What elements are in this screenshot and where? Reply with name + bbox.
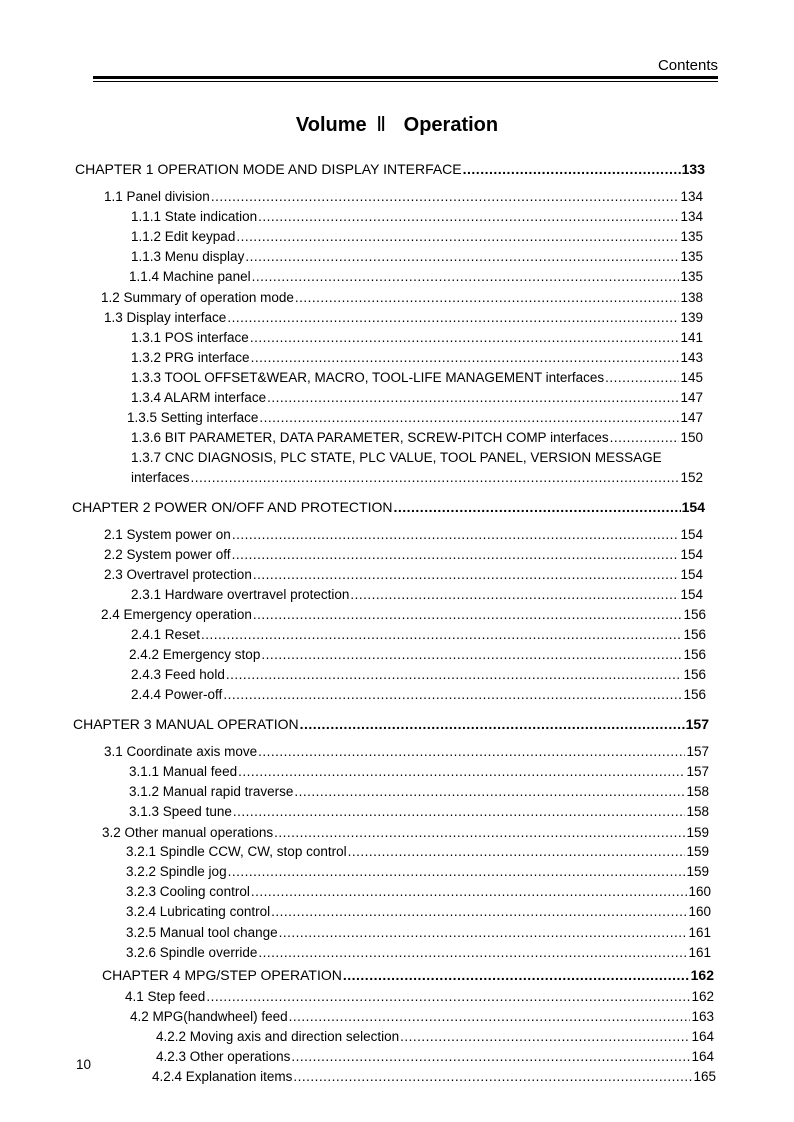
- volume-word: Volume: [295, 114, 367, 136]
- toc-entry-page: 150: [680, 430, 703, 445]
- toc-entry[interactable]: [131, 228, 703, 246]
- toc-leader: [250, 329, 680, 347]
- toc-entry-page: 157: [686, 744, 709, 759]
- toc-entry-label: 2.3.1 Hardware overtravel protection: [131, 587, 350, 602]
- toc-entry-page: 161: [688, 945, 711, 960]
- toc-entry-label: 2.4.1 Reset: [131, 627, 201, 642]
- toc-entry[interactable]: [75, 160, 705, 178]
- toc-leader: [295, 289, 680, 307]
- toc-entry[interactable]: [104, 309, 703, 327]
- volume-numeral: Ⅱ: [376, 114, 387, 136]
- toc-entry[interactable]: [102, 966, 714, 984]
- toc-entry-page: 162: [690, 967, 714, 983]
- toc-entry-page: 139: [680, 310, 703, 325]
- toc-entry[interactable]: [130, 1008, 714, 1026]
- toc-entry-label: 1.3.7 CNC DIAGNOSIS, PLC STATE, PLC VALUE, TOOL PANEL, VERSION MESSAGE: [131, 450, 662, 465]
- toc-entry[interactable]: [156, 1028, 714, 1046]
- toc-entry[interactable]: [156, 1048, 714, 1066]
- toc-leader: [274, 824, 685, 842]
- toc-entry-page: 164: [691, 1049, 714, 1064]
- toc-entry[interactable]: [131, 626, 706, 644]
- toc-entry[interactable]: [131, 449, 703, 467]
- toc-entry[interactable]: [104, 546, 703, 564]
- toc-entry[interactable]: [104, 743, 709, 761]
- toc-entry[interactable]: [125, 988, 714, 1006]
- toc-entry-label: 1.3.3 TOOL OFFSET&WEAR, MACRO, TOOL-LIFE MANAGEMENT interfaces: [131, 370, 605, 385]
- toc-entry[interactable]: [127, 409, 703, 427]
- toc-entry-page: 135: [680, 249, 703, 264]
- toc-entry-page: 135: [680, 269, 703, 284]
- toc-entry-label: 4.2.3 Other operations: [156, 1049, 291, 1064]
- toc-leader: [253, 606, 683, 624]
- toc-entry-label: 1.3.5 Setting interface: [127, 410, 259, 425]
- toc-entry-page: 141: [680, 330, 703, 345]
- toc-entry[interactable]: [131, 389, 703, 407]
- page-number: 10: [76, 1057, 92, 1072]
- toc-entry-page: 162: [691, 989, 714, 1004]
- toc-entry-label: 1.3 Display interface: [104, 310, 227, 325]
- toc-entry-page: 160: [688, 884, 711, 899]
- toc-entry-page: 160: [688, 904, 711, 919]
- toc-leader: [232, 546, 680, 564]
- toc-leader: [211, 188, 680, 206]
- toc-entry-label: 2.1 System power on: [104, 527, 231, 542]
- toc-entry-page: 156: [683, 667, 706, 682]
- toc-entry-page: 156: [683, 647, 706, 662]
- toc-leader: [253, 566, 680, 584]
- toc-entry-label: 1.1 Panel division: [104, 189, 210, 204]
- toc-entry[interactable]: [131, 329, 703, 347]
- toc-entry[interactable]: [131, 586, 703, 604]
- toc-entry-label: 3.1.1 Manual feed: [129, 764, 238, 779]
- toc-leader: [238, 763, 685, 781]
- toc-entry[interactable]: [126, 883, 711, 901]
- toc-entry-label: CHAPTER 3 MANUAL OPERATION: [73, 716, 299, 732]
- toc-leader: [343, 966, 690, 984]
- toc-entry-label: 4.2 MPG(handwheel) feed: [130, 1009, 288, 1024]
- toc-entry-page: 134: [680, 209, 703, 224]
- toc-entry-page: 135: [680, 229, 703, 244]
- toc-leader: [236, 228, 679, 246]
- toc-entry-page: 154: [680, 587, 703, 602]
- toc-entry-page: 157: [685, 716, 709, 732]
- toc-entry-label: CHAPTER 4 MPG/STEP OPERATION: [102, 967, 342, 983]
- toc-entry-label: 1.1.3 Menu display: [131, 249, 245, 264]
- toc-leader: [251, 883, 688, 901]
- toc-entry-label: 1.3.4 ALARM interface: [131, 390, 267, 405]
- toc-entry-page: 134: [680, 189, 703, 204]
- toc-entry[interactable]: [101, 289, 703, 307]
- toc-entry-label: 1.1.1 State indication: [131, 209, 258, 224]
- toc-entry-label: 3.2 Other manual operations: [102, 825, 274, 840]
- toc-leader: [300, 715, 685, 733]
- toc-entry-page: 158: [686, 784, 709, 799]
- toc-leader: [294, 783, 685, 801]
- toc-entry-page: 161: [688, 925, 711, 940]
- toc-entry[interactable]: [131, 369, 703, 387]
- toc-entry[interactable]: [129, 763, 709, 781]
- toc-entry-label: 1.1.2 Edit keypad: [131, 229, 236, 244]
- toc-entry-page: 159: [686, 844, 709, 859]
- toc-entry-label: 4.1 Step feed: [125, 989, 206, 1004]
- toc-leader: [245, 248, 679, 266]
- toc-leader: [223, 686, 682, 704]
- toc-entry-label: 3.2.5 Manual tool change: [126, 925, 278, 940]
- toc-entry[interactable]: [73, 715, 709, 733]
- toc-leader: [191, 469, 680, 487]
- toc-entry[interactable]: [129, 783, 709, 801]
- running-header: Contents: [657, 57, 718, 74]
- toc-entry-page: 163: [691, 1009, 714, 1024]
- toc-entry-page: 147: [680, 410, 703, 425]
- toc-entry-label: 1.1.4 Machine panel: [129, 269, 251, 284]
- toc-entry-page: 159: [686, 864, 709, 879]
- toc-leader: [261, 646, 682, 664]
- toc-entry[interactable]: [131, 208, 703, 226]
- toc-entry[interactable]: [102, 824, 709, 842]
- toc-entry[interactable]: [126, 924, 711, 942]
- toc-leader: [258, 743, 685, 761]
- toc-leader: [279, 924, 688, 942]
- toc-entry-label: 3.1.3 Speed tune: [129, 804, 232, 819]
- toc-leader: [291, 1048, 690, 1066]
- toc-entry[interactable]: [104, 526, 703, 544]
- toc-leader: [227, 309, 679, 327]
- toc-entry-page: 154: [680, 567, 703, 582]
- toc-entry-page: 157: [686, 764, 709, 779]
- toc-leader: [206, 988, 690, 1006]
- toc-entry[interactable]: [131, 666, 706, 684]
- toc-leader: [226, 666, 683, 684]
- toc-entry[interactable]: [126, 944, 711, 962]
- toc-leader: [232, 526, 680, 544]
- toc-entry-page: 156: [683, 627, 706, 642]
- toc-entry[interactable]: [104, 188, 703, 206]
- toc-entry-page: 156: [683, 607, 706, 622]
- toc-entry[interactable]: [152, 1068, 716, 1086]
- toc-leader: [293, 1068, 692, 1086]
- toc-leader: [289, 1008, 691, 1026]
- toc-entry-label: 3.2.3 Cooling control: [126, 884, 250, 899]
- toc-leader: [233, 803, 686, 821]
- toc-entry-label: 3.2.2 Spindle jog: [126, 864, 227, 879]
- toc-entry[interactable]: [131, 248, 703, 266]
- toc-entry-page: 147: [680, 390, 703, 405]
- toc-entry[interactable]: [131, 429, 703, 447]
- toc-entry-label: 1.3.2 PRG interface: [131, 350, 250, 365]
- toc-entry-label: 1.2 Summary of operation mode: [101, 290, 294, 305]
- toc-entry-label: 3.2.1 Spindle CCW, CW, stop control: [126, 844, 347, 859]
- toc-leader: [267, 389, 679, 407]
- toc-entry[interactable]: [131, 686, 706, 704]
- toc-entry[interactable]: [129, 268, 703, 286]
- toc-entry[interactable]: [129, 803, 709, 821]
- toc-leader: [393, 498, 680, 516]
- toc-leader: [258, 208, 679, 226]
- toc-entry-page: 133: [681, 161, 705, 177]
- toc-entry-label: CHAPTER 1 OPERATION MODE AND DISPLAY INTERFACE: [75, 161, 462, 177]
- toc-entry-page: 159: [686, 825, 709, 840]
- toc-entry-page: 154: [680, 547, 703, 562]
- toc-entry[interactable]: [131, 469, 703, 487]
- volume-name: Operation: [403, 114, 499, 136]
- toc-leader: [251, 349, 680, 367]
- toc-entry-label: 2.4.2 Emergency stop: [129, 647, 261, 662]
- toc-leader: [271, 903, 687, 921]
- toc-entry-page: 154: [680, 527, 703, 542]
- toc-entry-label: 3.1.2 Manual rapid traverse: [129, 784, 294, 799]
- toc-leader: [228, 863, 686, 881]
- toc-entry-label: 1.3.6 BIT PARAMETER, DATA PARAMETER, SCREW-PITCH COMP interfaces: [131, 430, 609, 445]
- toc-entry-label: 2.4.3 Feed hold: [131, 667, 225, 682]
- toc-entry-label: 2.4.4 Power-off: [131, 687, 223, 702]
- toc-entry-page: 165: [693, 1069, 716, 1084]
- toc-entry-label: 4.2.2 Moving axis and direction selection: [156, 1029, 400, 1044]
- toc-entry-label: 3.2.6 Spindle override: [126, 945, 258, 960]
- toc-leader: [258, 944, 687, 962]
- toc-entry-page: 164: [691, 1029, 714, 1044]
- toc-entry[interactable]: [126, 903, 711, 921]
- toc-entry-label: CHAPTER 2 POWER ON/OFF AND PROTECTION: [72, 499, 393, 515]
- toc-entry-page: 154: [681, 499, 705, 515]
- toc-entry-label: 1.3.1 POS interface: [131, 330, 249, 345]
- toc-entry[interactable]: [131, 349, 703, 367]
- toc-entry-label: 2.4 Emergency operation: [101, 607, 252, 622]
- toc-leader: [610, 429, 680, 447]
- toc-entry-label: 3.2.4 Lubricating control: [126, 904, 271, 919]
- toc-entry[interactable]: [104, 566, 703, 584]
- toc-entry-page: 158: [686, 804, 709, 819]
- toc-entry-label: 2.2 System power off: [104, 547, 231, 562]
- toc-entry[interactable]: [126, 843, 709, 861]
- toc-entry-label: interfaces: [131, 470, 190, 485]
- toc-entry-page: 145: [680, 370, 703, 385]
- toc-entry-page: 152: [680, 470, 703, 485]
- toc-entry-label: 2.3 Overtravel protection: [104, 567, 252, 582]
- toc-entry[interactable]: [101, 606, 706, 624]
- toc-leader: [463, 160, 681, 178]
- toc-leader: [201, 626, 682, 644]
- toc-leader: [259, 409, 679, 427]
- toc-leader: [348, 843, 686, 861]
- toc-leader: [252, 268, 680, 286]
- toc-entry[interactable]: [129, 646, 706, 664]
- toc-leader: [605, 369, 679, 387]
- toc-entry[interactable]: [126, 863, 709, 881]
- toc-entry-label: 4.2.4 Explanation items: [152, 1069, 293, 1084]
- toc-entry-label: 3.1 Coordinate axis move: [104, 744, 258, 759]
- toc-entry-page: 143: [680, 350, 703, 365]
- toc-entry[interactable]: [72, 498, 705, 516]
- toc-entry-page: 138: [680, 290, 703, 305]
- toc-leader: [350, 586, 679, 604]
- toc-entry-page: 156: [683, 687, 706, 702]
- toc-leader: [400, 1028, 690, 1046]
